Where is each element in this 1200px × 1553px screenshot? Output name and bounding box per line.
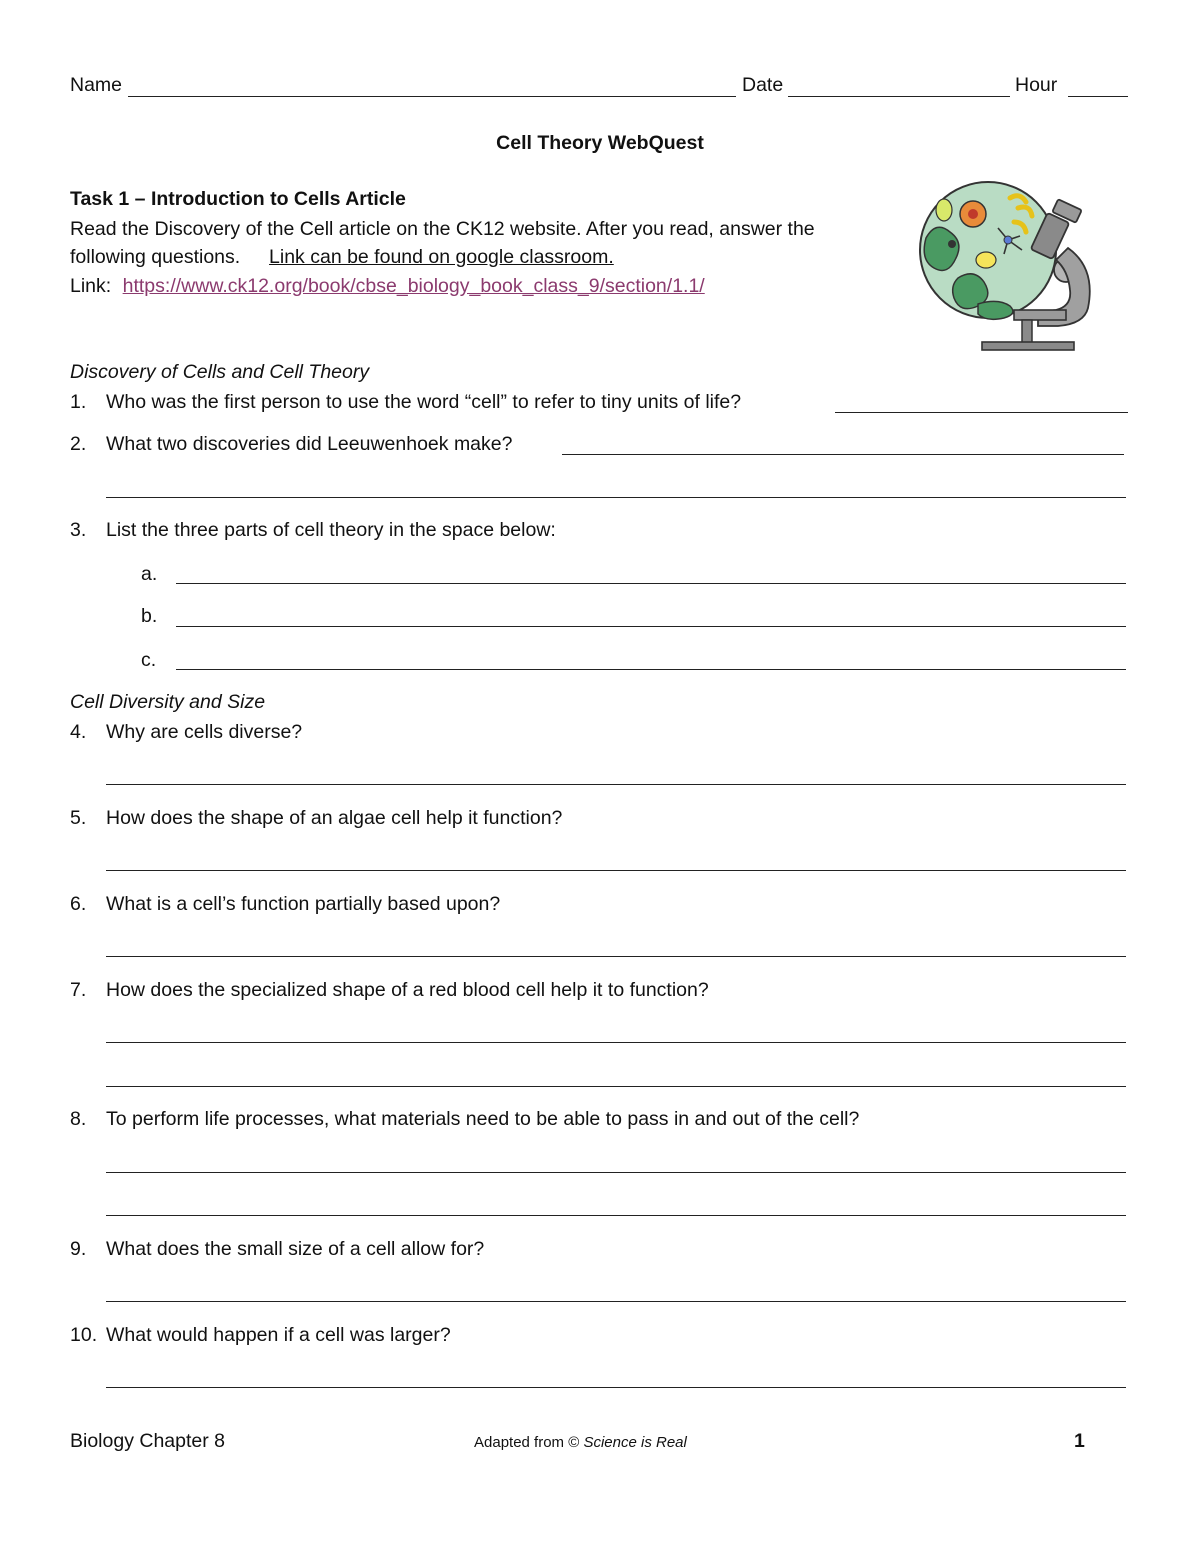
question-number: 6. (70, 893, 87, 915)
answer-line-7b[interactable] (106, 1086, 1126, 1087)
task-heading: Task 1 – Introduction to Cells Article (70, 188, 406, 210)
question-text: What two discoveries did Leeuwenhoek make? (106, 433, 513, 455)
question-number: 5. (70, 807, 87, 829)
question-number: 2. (70, 433, 87, 455)
footer-credit-prefix: Adapted from © (474, 1434, 580, 1451)
date-label: Date (742, 74, 784, 96)
task-instruction-line1: Read the Discovery of the Cell article on the CK12 website. After you read, answer the (70, 218, 815, 240)
question-8 (70, 1108, 859, 1131)
sub-item-b: b. (141, 605, 158, 627)
link-label: Link: (70, 275, 112, 297)
answer-line-10[interactable] (106, 1387, 1126, 1388)
classroom-note: Link can be found on google classroom. (269, 246, 614, 268)
question-number: 4. (70, 721, 87, 743)
answer-line-3a[interactable] (176, 583, 1126, 584)
question-10 (70, 1324, 451, 1347)
question-text: How does the shape of an algae cell help it function? (106, 807, 563, 829)
answer-line-2a[interactable] (562, 454, 1124, 455)
answer-line-2b[interactable] (106, 497, 1126, 498)
worksheet-header (70, 74, 1128, 98)
name-field[interactable] (128, 96, 736, 97)
question-9 (70, 1238, 484, 1261)
question-number: 1. (70, 391, 87, 413)
task-instruction-line2 (70, 246, 614, 269)
hour-label: Hour (1015, 74, 1058, 96)
microscope-illustration-icon (918, 178, 1098, 356)
question-7 (70, 979, 709, 1002)
answer-line-3b[interactable] (176, 626, 1126, 627)
name-label: Name (70, 74, 123, 96)
question-number: 7. (70, 979, 87, 1001)
answer-line-3c[interactable] (176, 669, 1126, 670)
answer-line-8a[interactable] (106, 1172, 1126, 1173)
section-diversity-heading: Cell Diversity and Size (70, 691, 266, 713)
answer-line-1[interactable] (835, 412, 1128, 413)
answer-line-8b[interactable] (106, 1215, 1126, 1216)
answer-line-5[interactable] (106, 870, 1126, 871)
question-number: 10. (70, 1324, 98, 1346)
question-text: To perform life processes, what materials need to be able to pass in and out of the cell? (106, 1108, 860, 1130)
question-text: How does the specialized shape of a red blood cell help it to function? (106, 979, 709, 1001)
page-number: 1 (1074, 1430, 1085, 1452)
question-5 (70, 807, 562, 830)
answer-line-4[interactable] (106, 784, 1126, 785)
question-number: 3. (70, 519, 87, 541)
page-title: Cell Theory WebQuest (496, 132, 704, 154)
sub-item-c: c. (141, 649, 157, 671)
task-link-row (70, 275, 705, 298)
question-3 (70, 519, 556, 542)
sub-item-a: a. (141, 563, 158, 585)
question-text: What does the small size of a cell allow for? (106, 1238, 485, 1260)
question-4 (70, 721, 302, 744)
answer-line-6[interactable] (106, 956, 1126, 957)
question-text: Who was the first person to use the word “cell” to refer to tiny units of life? (106, 391, 742, 413)
question-text: What is a cell’s function partially based upon? (106, 893, 501, 915)
question-text: List the three parts of cell theory in the space below: (106, 519, 556, 541)
question-number: 8. (70, 1108, 87, 1130)
section-discovery-heading: Discovery of Cells and Cell Theory (70, 361, 370, 383)
question-text: What would happen if a cell was larger? (106, 1324, 451, 1346)
answer-line-9[interactable] (106, 1301, 1126, 1302)
footer-chapter: Biology Chapter 8 (70, 1430, 226, 1452)
question-1 (70, 391, 741, 414)
ck12-link[interactable]: https://www.ck12.org/book/cbse_biology_book_class_9/section/1.1/ (122, 275, 705, 297)
question-text: Why are cells diverse? (106, 721, 303, 743)
footer-credit (474, 1434, 687, 1451)
question-6 (70, 893, 500, 916)
hour-field[interactable] (1068, 96, 1128, 97)
task-instruction-text: following questions. (70, 246, 241, 268)
question-number: 9. (70, 1238, 87, 1260)
question-2 (70, 433, 512, 456)
footer-credit-source: Science is Real (583, 1434, 687, 1451)
date-field[interactable] (788, 96, 1010, 97)
answer-line-7a[interactable] (106, 1042, 1126, 1043)
